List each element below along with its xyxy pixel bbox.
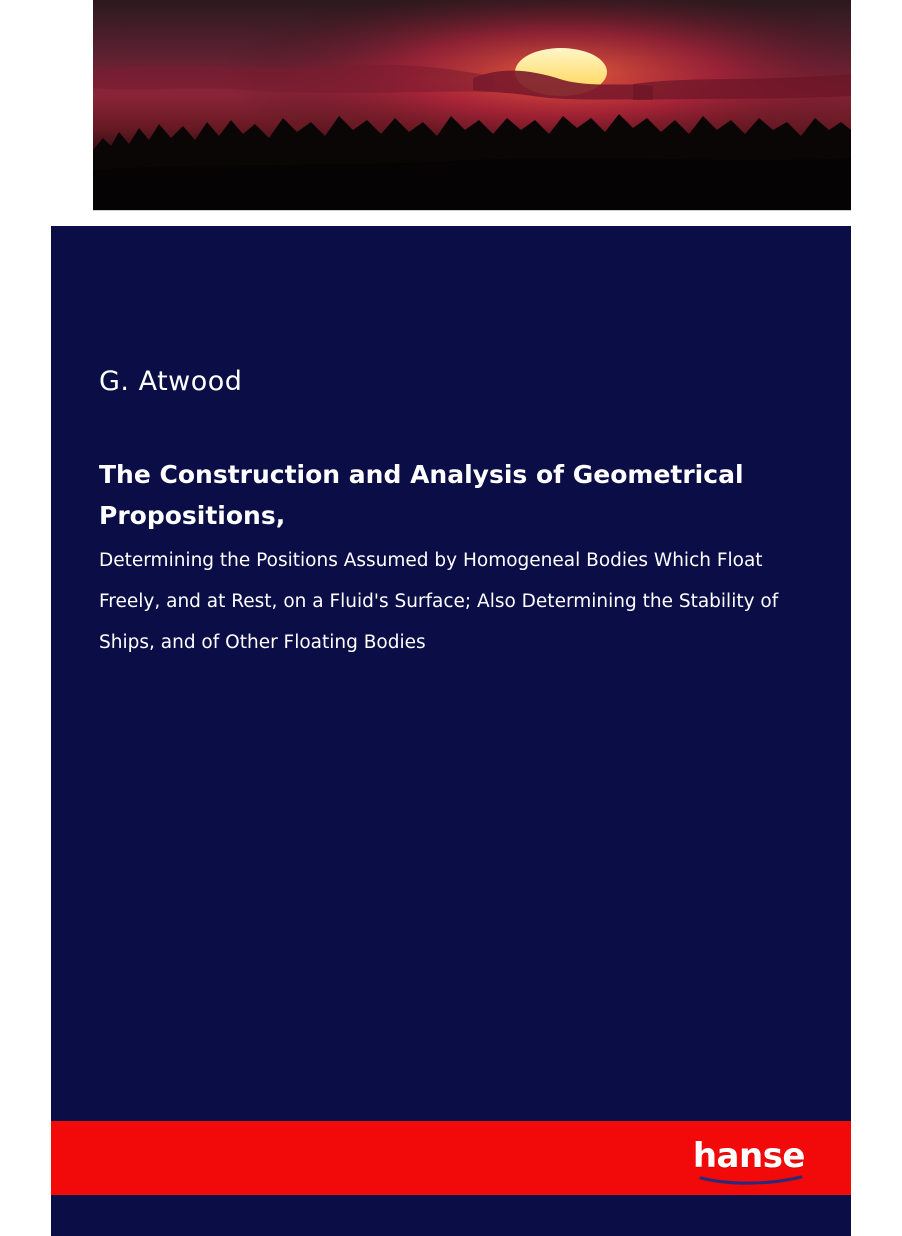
book-cover: [51, 226, 851, 1236]
logo-swoosh-icon: [699, 1175, 803, 1185]
publisher-band: [51, 1121, 851, 1195]
sunset-photo-icon: [93, 0, 851, 210]
author-name: G. Atwood: [99, 366, 243, 397]
cover-photo-sunset: [93, 0, 851, 211]
book-subtitle: Determining the Positions Assumed by Homogeneal Bodies Which Float Freely, and at Rest, on a Fluid's Surface; Also Determining the Stability of Ships, and of Other Floating Bodies: [99, 550, 779, 653]
hanse-logo-icon: hanse: [692, 1136, 805, 1176]
book-title: The Construction and Analysis of Geometrical Propositions,: [99, 460, 744, 530]
